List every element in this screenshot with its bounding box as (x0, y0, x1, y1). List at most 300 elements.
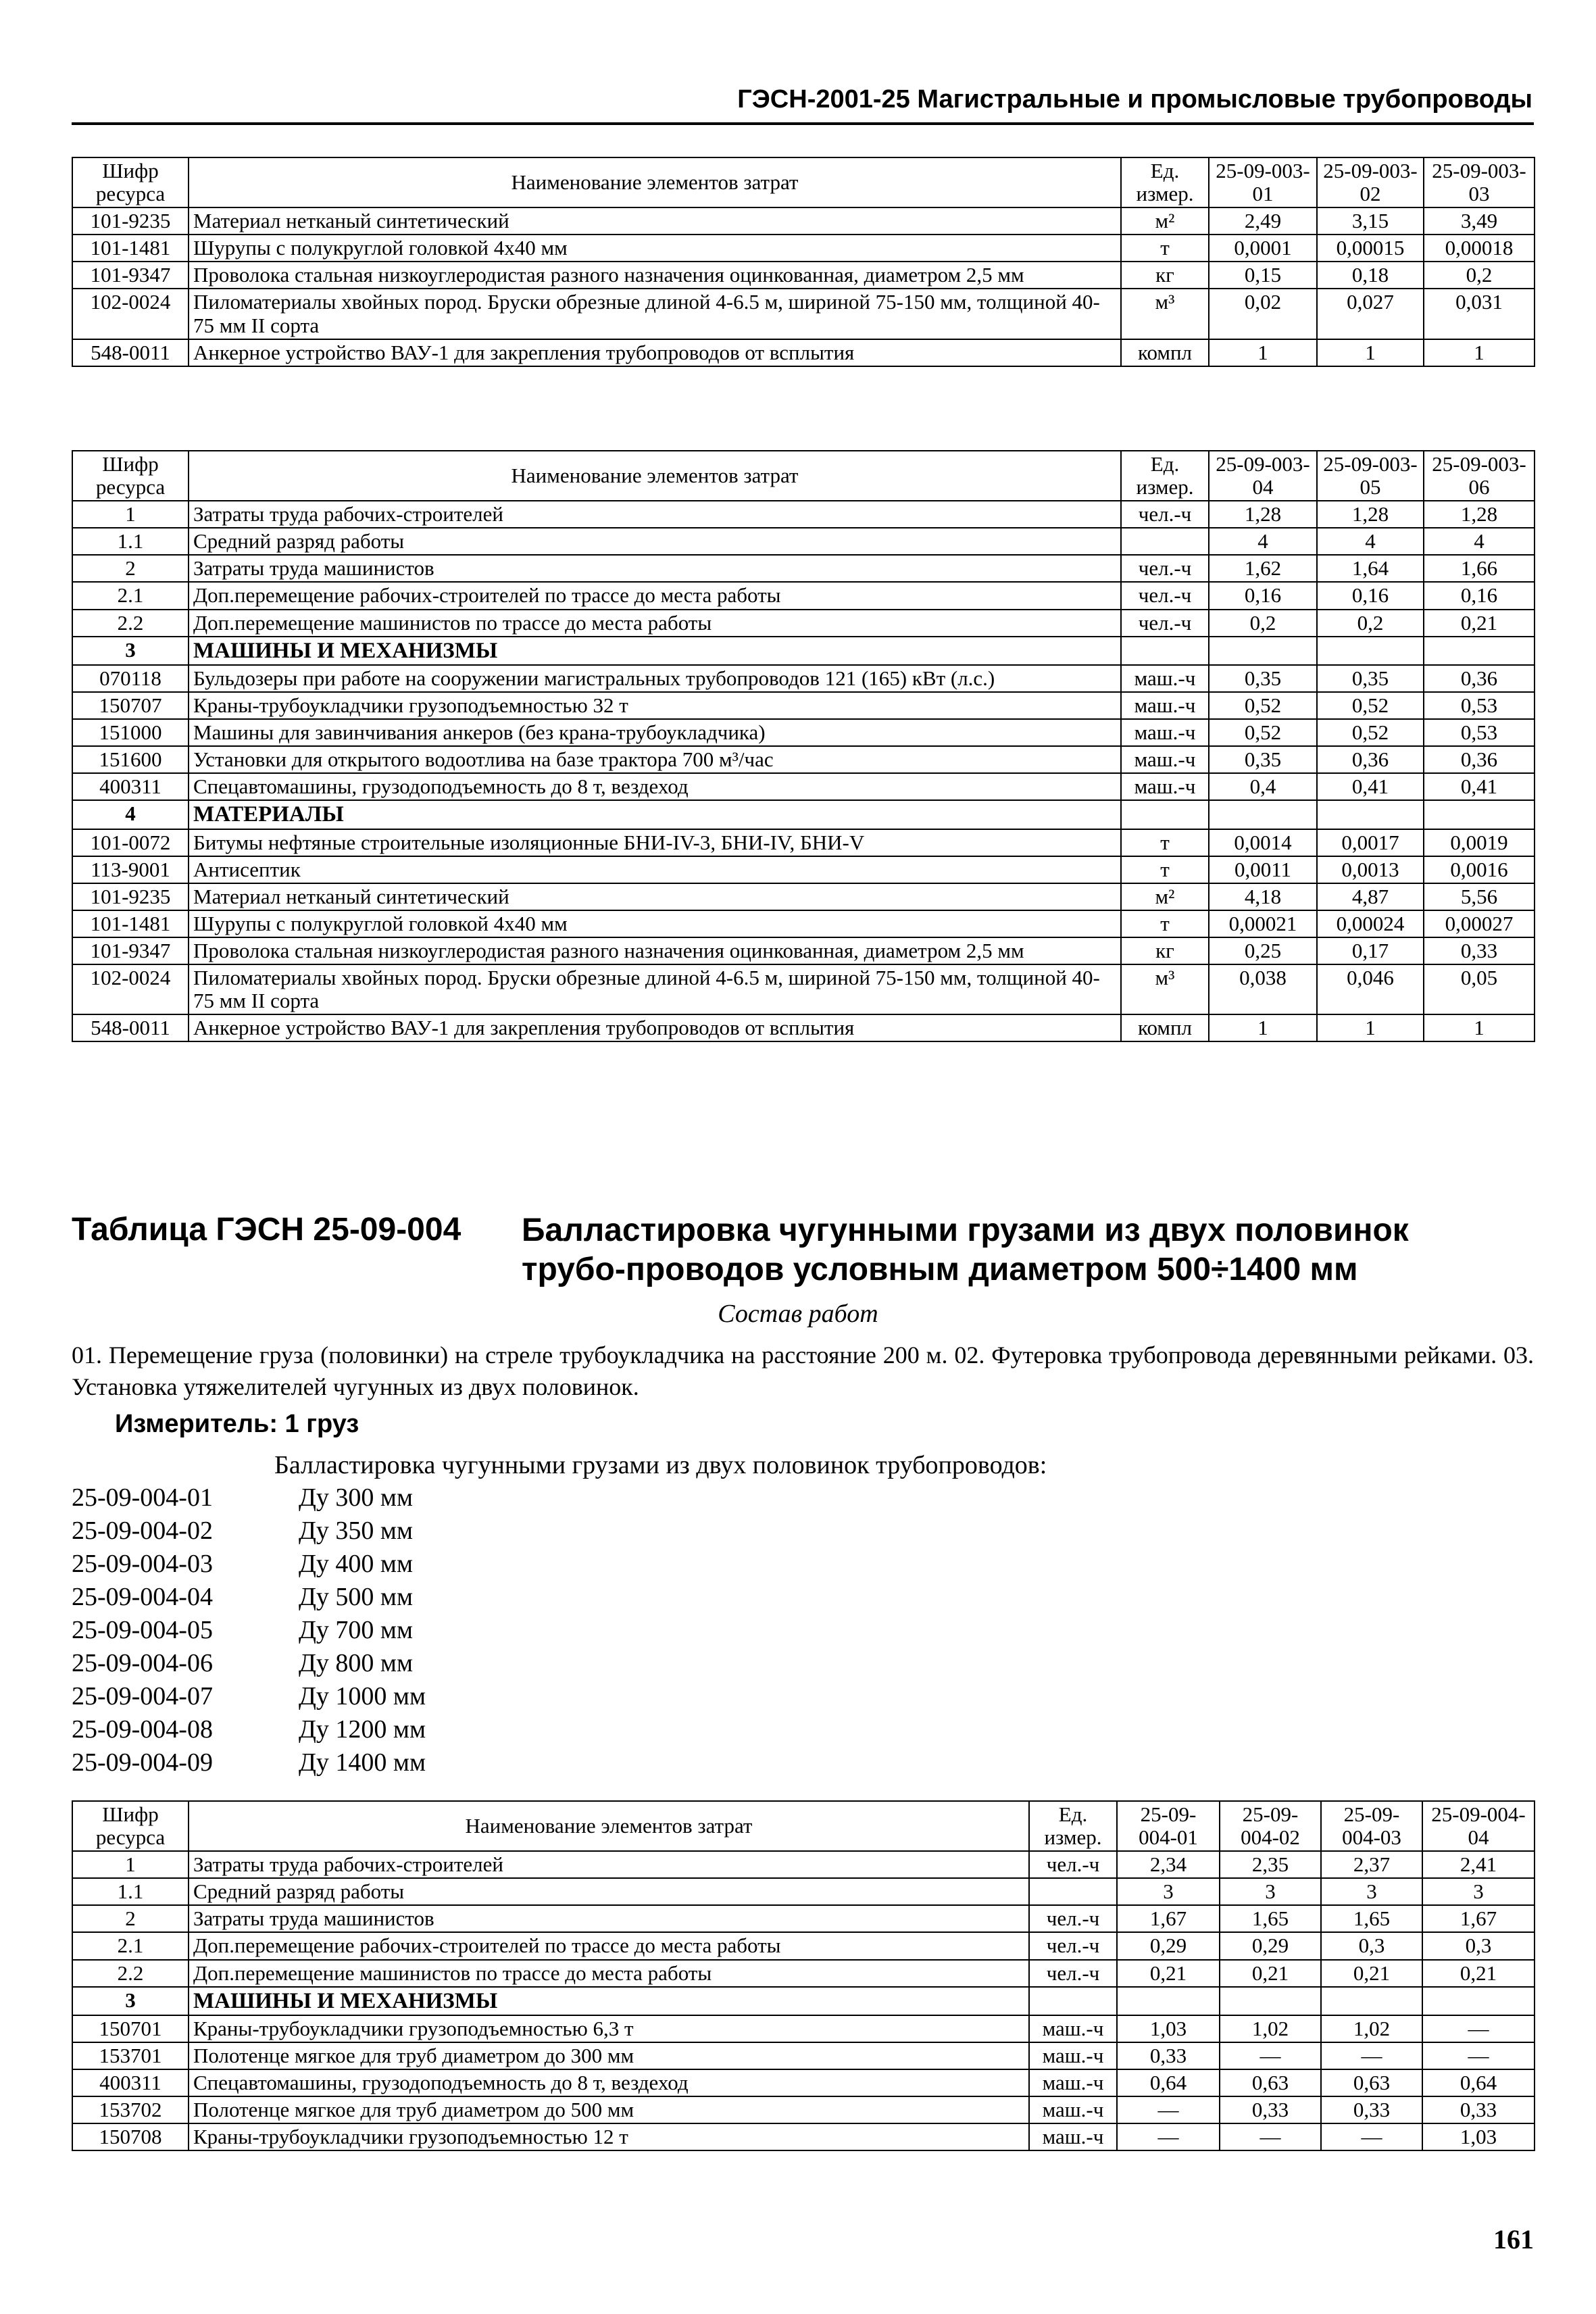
unit-cell: чел.-ч (1029, 1932, 1117, 1959)
table-row (72, 1905, 1535, 1932)
resource-table-003-04-06 (72, 450, 1535, 1042)
column-header-unit: Ед. измер. (1121, 157, 1209, 207)
column-header-position: 25-09-004-04 (1422, 1801, 1535, 1851)
norm-value-cell: 0,29 (1220, 1932, 1321, 1959)
position-code: 25-09-004-09 (72, 1748, 213, 1777)
cost-element-name-cell: Затраты труда рабочих-строителей (189, 1851, 1029, 1878)
section-row (72, 1987, 1535, 2015)
table-row (72, 719, 1535, 746)
unit-cell: т (1121, 856, 1209, 883)
resource-code-cell: 150708 (72, 2123, 189, 2150)
table-title: Таблица ГЭСН 25-09-004 (72, 1212, 462, 1248)
norm-value-cell: 0,41 (1317, 773, 1424, 800)
cost-element-name-cell: Краны-трубоукладчики грузоподъемностью 12 т (189, 2123, 1029, 2150)
norm-value-cell: 0,35 (1317, 665, 1424, 692)
norm-value-cell (1422, 1987, 1535, 2015)
table-caption: Балластировка чугунными грузами из двух половинок трубо-проводов условным диаметром 500÷1400 мм (522, 1212, 1409, 1287)
resource-code-cell: 102-0024 (72, 289, 189, 339)
norm-value-cell: 1,64 (1317, 555, 1424, 582)
resource-code-cell: 101-9347 (72, 262, 189, 289)
norm-value-cell: 0,33 (1424, 937, 1535, 964)
table-row (72, 829, 1535, 856)
cost-element-name-cell: Доп.перемещение рабочих-строителей по трассе до места работы (189, 582, 1121, 609)
norm-value-cell (1220, 1987, 1321, 2015)
column-header-position: 25-09-003-04 (1209, 451, 1317, 501)
table-row (72, 856, 1535, 883)
resource-code-cell: 150707 (72, 692, 189, 719)
norm-value-cell: 4 (1424, 528, 1535, 555)
unit-cell (1029, 1987, 1117, 2015)
table-row (72, 773, 1535, 800)
norm-value-cell: — (1422, 2015, 1535, 2042)
norm-value-cell: 0,25 (1209, 937, 1317, 964)
norm-value-cell: 2,37 (1321, 1851, 1422, 1878)
unit-cell: м² (1121, 883, 1209, 910)
norm-value-cell: 0,16 (1209, 582, 1317, 609)
table-row (72, 2042, 1535, 2069)
norm-value-cell: 0,29 (1117, 1932, 1220, 1959)
column-header-position: 25-09-003-01 (1209, 157, 1317, 207)
resource-code-cell: 1.1 (72, 1878, 189, 1905)
column-header-position: 25-09-003-02 (1317, 157, 1424, 207)
norm-value-cell (1209, 800, 1317, 829)
norm-value-cell: 3 (1321, 1878, 1422, 1905)
norm-value-cell: 0,00018 (1424, 235, 1535, 262)
column-header-unit: Ед. измер. (1029, 1801, 1117, 1851)
resource-code-cell: 101-1481 (72, 910, 189, 937)
cost-element-name-cell: МАШИНЫ И МЕХАНИЗМЫ (189, 1987, 1029, 2015)
norm-value-cell (1209, 637, 1317, 665)
norm-value-cell: 0,3 (1321, 1932, 1422, 1959)
unit-cell: чел.-ч (1029, 1905, 1117, 1932)
norm-value-cell: 1 (1209, 339, 1317, 366)
column-header-code: Шифр ресурса (72, 451, 189, 501)
resource-code-cell: 3 (72, 1987, 189, 2015)
norm-value-cell: 2,35 (1220, 1851, 1321, 1878)
position-code: 25-09-004-05 (72, 1616, 213, 1644)
norm-value-cell: 1 (1424, 1014, 1535, 1041)
table-row (72, 2069, 1535, 2096)
unit-cell: кг (1121, 262, 1209, 289)
unit-cell: маш.-ч (1121, 692, 1209, 719)
running-header: ГЭСН-2001-25 Магистральные и промысловые трубопроводы (737, 85, 1532, 114)
norm-value-cell: 0,038 (1209, 964, 1317, 1014)
cost-element-name-cell: Шурупы с полукруглой головкой 4х40 мм (189, 910, 1121, 937)
cost-element-name-cell: Анкерное устройство ВАУ-1 для закрепления трубопроводов от всплытия (189, 339, 1121, 366)
cost-element-name-cell: Шурупы с полукруглой головкой 4х40 мм (189, 235, 1121, 262)
norm-value-cell: 0,35 (1209, 746, 1317, 773)
header-rule (72, 122, 1534, 125)
norm-value-cell: 0,031 (1424, 289, 1535, 339)
norm-value-cell: 1 (1209, 1014, 1317, 1041)
table-row (72, 910, 1535, 937)
unit-cell: т (1121, 235, 1209, 262)
norm-value-cell (1117, 1987, 1220, 2015)
norm-value-cell: 1,65 (1321, 1905, 1422, 1932)
cost-element-name-cell: Битумы нефтяные строительные изоляционные БНИ-IV-3, БНИ-IV, БНИ-V (189, 829, 1121, 856)
table-row (72, 339, 1535, 366)
unit-cell: чел.-ч (1029, 1960, 1117, 1987)
column-header-position: 25-09-004-02 (1220, 1801, 1321, 1851)
unit-cell: кг (1121, 937, 1209, 964)
norm-value-cell: 0,64 (1117, 2069, 1220, 2096)
norm-value-cell (1321, 1987, 1422, 2015)
position-code: 25-09-004-02 (72, 1517, 213, 1545)
cost-element-name-cell: Доп.перемещение машинистов по трассе до места работы (189, 1960, 1029, 1987)
norm-value-cell: 0,21 (1321, 1960, 1422, 1987)
norm-value-cell: 0,52 (1317, 719, 1424, 746)
norm-value-cell: 0,0019 (1424, 829, 1535, 856)
resource-code-cell: 153701 (72, 2042, 189, 2069)
norm-value-cell: 1,67 (1422, 1905, 1535, 1932)
norm-value-cell: 0,17 (1317, 937, 1424, 964)
position-description: Ду 1000 мм (299, 1682, 426, 1710)
table-row (72, 289, 1535, 339)
column-header-unit: Ед. измер. (1121, 451, 1209, 501)
resource-table-003-01-03 (72, 157, 1535, 367)
table-row (72, 2015, 1535, 2042)
positions-heading: Балластировка чугунными грузами из двух половинок трубопроводов: (274, 1451, 1047, 1479)
cost-element-name-cell: Бульдозеры при работе на сооружении магистральных трубопроводов 121 (165) кВт (л.с.) (189, 665, 1121, 692)
table-row (72, 501, 1535, 528)
table-row (72, 1014, 1535, 1041)
position-description: Ду 500 мм (299, 1583, 414, 1611)
norm-value-cell: 0,36 (1424, 746, 1535, 773)
table-row (72, 1851, 1535, 1878)
cost-element-name-cell: Краны-трубоукладчики грузоподъемностью 32 т (189, 692, 1121, 719)
norm-value-cell: 0,00021 (1209, 910, 1317, 937)
works-text: 01. Перемещение груза (половинки) на стреле трубоукладчика на расстояние 200 м. 02. Футеровка трубопровода деревянными рейками. 03. Установка утяжелителей чугунных из двух половинок. (72, 1341, 1534, 1400)
cost-element-name-cell: Анкерное устройство ВАУ-1 для закрепления трубопроводов от всплытия (189, 1014, 1121, 1041)
table-row (72, 937, 1535, 964)
norm-value-cell: 0,21 (1117, 1960, 1220, 1987)
norm-value-cell: 0,63 (1220, 2069, 1321, 2096)
cost-element-name-cell: Проволока стальная низкоуглеродистая разного назначения оцинкованная, диаметром 2,5 мм (189, 262, 1121, 289)
unit-cell: маш.-ч (1029, 2096, 1117, 2123)
unit-cell: маш.-ч (1029, 2042, 1117, 2069)
unit-cell: м³ (1121, 289, 1209, 339)
column-header-position: 25-09-003-05 (1317, 451, 1424, 501)
table-row (72, 883, 1535, 910)
unit-cell: маш.-ч (1121, 719, 1209, 746)
resource-code-cell: 070118 (72, 665, 189, 692)
norm-value-cell: 0,36 (1424, 665, 1535, 692)
resource-code-cell: 101-9235 (72, 883, 189, 910)
position-code: 25-09-004-01 (72, 1483, 213, 1512)
norm-value-cell: 0,41 (1424, 773, 1535, 800)
norm-value-cell: 1,03 (1422, 2123, 1535, 2150)
resource-code-cell: 102-0024 (72, 964, 189, 1014)
resource-code-cell: 151000 (72, 719, 189, 746)
cost-element-name-cell: Краны-трубоукладчики грузоподъемностью 6,3 т (189, 2015, 1029, 2042)
norm-value-cell: 1,66 (1424, 555, 1535, 582)
table-row (72, 528, 1535, 555)
norm-value-cell: 0,0017 (1317, 829, 1424, 856)
norm-value-cell: 0,2 (1317, 610, 1424, 637)
norm-value-cell: 0,53 (1424, 692, 1535, 719)
norm-value-cell: 1,67 (1117, 1905, 1220, 1932)
cost-element-name-cell: Затраты труда машинистов (189, 555, 1121, 582)
norm-value-cell: 0,3 (1422, 1932, 1535, 1959)
norm-value-cell: 1,02 (1220, 2015, 1321, 2042)
table-header-row (72, 451, 1535, 501)
resource-code-cell: 150701 (72, 2015, 189, 2042)
table-row (72, 582, 1535, 609)
resource-code-cell: 400311 (72, 773, 189, 800)
cost-element-name-cell: Затраты труда машинистов (189, 1905, 1029, 1932)
resource-code-cell: 153702 (72, 2096, 189, 2123)
resource-code-cell: 2.1 (72, 1932, 189, 1959)
norm-value-cell (1424, 800, 1535, 829)
norm-value-cell (1317, 637, 1424, 665)
resource-code-cell: 101-9347 (72, 937, 189, 964)
position-description: Ду 700 мм (299, 1616, 414, 1644)
position-code: 25-09-004-07 (72, 1682, 213, 1710)
norm-value-cell: 1,28 (1209, 501, 1317, 528)
norm-value-cell: 3,49 (1424, 207, 1535, 235)
column-header-position: 25-09-004-03 (1321, 1801, 1422, 1851)
norm-value-cell: 0,33 (1117, 2042, 1220, 2069)
unit-cell (1029, 1878, 1117, 1905)
column-header-name: Наименование элементов затрат (189, 1801, 1029, 1851)
position-code: 25-09-004-03 (72, 1550, 213, 1578)
norm-value-cell: 1 (1424, 339, 1535, 366)
table-row (72, 746, 1535, 773)
unit-cell: чел.-ч (1121, 610, 1209, 637)
norm-value-cell: 2,49 (1209, 207, 1317, 235)
table-row (72, 262, 1535, 289)
column-header-position: 25-09-003-03 (1424, 157, 1535, 207)
table-row (72, 692, 1535, 719)
cost-element-name-cell: Полотенце мягкое для труб диаметром до 300 мм (189, 2042, 1029, 2069)
resource-code-cell: 400311 (72, 2069, 189, 2096)
table-row (72, 2123, 1535, 2150)
norm-value-cell: 3 (1220, 1878, 1321, 1905)
cost-element-name-cell: Спецавтомашины, грузодоподъемность до 8 т, вездеход (189, 773, 1121, 800)
cost-element-name-cell: Материал нетканый синтетический (189, 207, 1121, 235)
resource-code-cell: 101-1481 (72, 235, 189, 262)
norm-value-cell: 0,00015 (1317, 235, 1424, 262)
unit-cell: м³ (1121, 964, 1209, 1014)
position-description: Ду 350 мм (299, 1517, 414, 1545)
unit-cell: маш.-ч (1121, 773, 1209, 800)
cost-element-name-cell: Пиломатериалы хвойных пород. Бруски обрезные длиной 4-6.5 м, шириной 75-150 мм, толщиной 40-75 мм II сорта (189, 964, 1121, 1014)
norm-value-cell: 0,52 (1209, 719, 1317, 746)
cost-element-name-cell: Затраты труда рабочих-строителей (189, 501, 1121, 528)
norm-value-cell: 0,33 (1321, 2096, 1422, 2123)
norm-value-cell: 5,56 (1424, 883, 1535, 910)
unit-cell: чел.-ч (1121, 555, 1209, 582)
unit-cell (1121, 637, 1209, 665)
resource-code-cell: 2 (72, 555, 189, 582)
column-header-name: Наименование элементов затрат (189, 157, 1121, 207)
works-title: Состав работ (718, 1300, 878, 1328)
unit-cell: т (1121, 910, 1209, 937)
cost-element-name-cell: Антисептик (189, 856, 1121, 883)
norm-value-cell: 0,00024 (1317, 910, 1424, 937)
table-header-row (72, 1801, 1535, 1851)
norm-value-cell: 0,0013 (1317, 856, 1424, 883)
position-code: 25-09-004-08 (72, 1715, 213, 1744)
table-row (72, 207, 1535, 235)
norm-value-cell: 0,027 (1317, 289, 1424, 339)
norm-value-cell: 4 (1209, 528, 1317, 555)
norm-value-cell: 3 (1117, 1878, 1220, 1905)
norm-value-cell: 4 (1317, 528, 1424, 555)
norm-value-cell: 4,18 (1209, 883, 1317, 910)
unit-cell: чел.-ч (1029, 1851, 1117, 1878)
page-number: 161 (1493, 2224, 1534, 2255)
norm-value-cell: 0,4 (1209, 773, 1317, 800)
column-header-position: 25-09-004-01 (1117, 1801, 1220, 1851)
norm-value-cell: 0,15 (1209, 262, 1317, 289)
cost-element-name-cell: Спецавтомашины, грузодоподъемность до 8 т, вездеход (189, 2069, 1029, 2096)
norm-value-cell: 0,18 (1317, 262, 1424, 289)
norm-value-cell: 0,0011 (1209, 856, 1317, 883)
unit-cell: маш.-ч (1029, 2123, 1117, 2150)
meter-label: Измеритель: 1 груз (115, 1410, 359, 1438)
resource-code-cell: 548-0011 (72, 1014, 189, 1041)
column-header-code: Шифр ресурса (72, 1801, 189, 1851)
resource-code-cell: 1 (72, 1851, 189, 1878)
norm-value-cell: 0,36 (1317, 746, 1424, 773)
cost-element-name-cell: Материал нетканый синтетический (189, 883, 1121, 910)
norm-value-cell: 4,87 (1317, 883, 1424, 910)
position-code: 25-09-004-04 (72, 1583, 213, 1611)
cost-element-name-cell: Средний разряд работы (189, 528, 1121, 555)
norm-value-cell: 0,00027 (1424, 910, 1535, 937)
cost-element-name-cell: Доп.перемещение рабочих-строителей по трассе до места работы (189, 1932, 1029, 1959)
table-row (72, 1878, 1535, 1905)
table-row (72, 964, 1535, 1014)
resource-code-cell: 1.1 (72, 528, 189, 555)
cost-element-name-cell: Доп.перемещение машинистов по трассе до места работы (189, 610, 1121, 637)
resource-code-cell: 2.2 (72, 1960, 189, 1987)
norm-value-cell: 0,35 (1209, 665, 1317, 692)
unit-cell (1121, 528, 1209, 555)
cost-element-name-cell: Полотенце мягкое для труб диаметром до 500 мм (189, 2096, 1029, 2123)
norm-value-cell (1317, 800, 1424, 829)
unit-cell: маш.-ч (1029, 2015, 1117, 2042)
position-description: Ду 300 мм (299, 1483, 414, 1512)
resource-code-cell: 113-9001 (72, 856, 189, 883)
norm-value-cell: 0,0016 (1424, 856, 1535, 883)
cost-element-name-cell: МАТЕРИАЛЫ (189, 800, 1121, 829)
norm-value-cell: — (1321, 2042, 1422, 2069)
table-row (72, 610, 1535, 637)
norm-value-cell: 0,05 (1424, 964, 1535, 1014)
norm-value-cell: 0,2 (1424, 262, 1535, 289)
norm-value-cell: 0,21 (1220, 1960, 1321, 1987)
norm-value-cell: 0,52 (1317, 692, 1424, 719)
resource-code-cell: 548-0011 (72, 339, 189, 366)
resource-code-cell: 151600 (72, 746, 189, 773)
column-header-name: Наименование элементов затрат (189, 451, 1121, 501)
norm-value-cell: 1 (1317, 339, 1424, 366)
norm-value-cell: 0,16 (1424, 582, 1535, 609)
column-header-position: 25-09-003-06 (1424, 451, 1535, 501)
norm-value-cell: — (1117, 2123, 1220, 2150)
norm-value-cell: 0,52 (1209, 692, 1317, 719)
norm-value-cell: 1,62 (1209, 555, 1317, 582)
norm-value-cell: 1,65 (1220, 1905, 1321, 1932)
resource-code-cell: 3 (72, 637, 189, 665)
table-row (72, 235, 1535, 262)
norm-value-cell: — (1422, 2042, 1535, 2069)
norm-value-cell: — (1220, 2042, 1321, 2069)
norm-value-cell: 1,28 (1424, 501, 1535, 528)
unit-cell: компл (1121, 339, 1209, 366)
norm-value-cell: 0,16 (1317, 582, 1424, 609)
section-row (72, 637, 1535, 665)
section-row (72, 800, 1535, 829)
resource-table-004-01-04 (72, 1800, 1535, 2151)
unit-cell (1121, 800, 1209, 829)
table-row (72, 665, 1535, 692)
resource-code-cell: 101-0072 (72, 829, 189, 856)
table-row (72, 2096, 1535, 2123)
cost-element-name-cell: Установки для открытого водоотлива на базе трактора 700 м³/час (189, 746, 1121, 773)
cost-element-name-cell: Средний разряд работы (189, 1878, 1029, 1905)
cost-element-name-cell: Машины для завинчивания анкеров (без крана-трубоукладчика) (189, 719, 1121, 746)
norm-value-cell: — (1117, 2096, 1220, 2123)
unit-cell: маш.-ч (1121, 665, 1209, 692)
resource-code-cell: 2.2 (72, 610, 189, 637)
norm-value-cell: 1,03 (1117, 2015, 1220, 2042)
norm-value-cell (1424, 637, 1535, 665)
unit-cell: м² (1121, 207, 1209, 235)
norm-value-cell: 0,53 (1424, 719, 1535, 746)
resource-code-cell: 1 (72, 501, 189, 528)
resource-code-cell: 2.1 (72, 582, 189, 609)
table-row (72, 1932, 1535, 1959)
position-code: 25-09-004-06 (72, 1649, 213, 1677)
norm-value-cell: 1,28 (1317, 501, 1424, 528)
position-description: Ду 1200 мм (299, 1715, 426, 1744)
table-header-row (72, 157, 1535, 207)
unit-cell: маш.-ч (1121, 746, 1209, 773)
resource-code-cell: 2 (72, 1905, 189, 1932)
cost-element-name-cell: Пиломатериалы хвойных пород. Бруски обрезные длиной 4-6.5 м, шириной 75-150 мм, толщиной 40-75 мм II сорта (189, 289, 1121, 339)
resource-code-cell: 101-9235 (72, 207, 189, 235)
resource-code-cell: 4 (72, 800, 189, 829)
unit-cell: т (1121, 829, 1209, 856)
norm-value-cell: 0,0001 (1209, 235, 1317, 262)
norm-value-cell: 2,34 (1117, 1851, 1220, 1878)
position-description: Ду 1400 мм (299, 1748, 426, 1777)
unit-cell: маш.-ч (1029, 2069, 1117, 2096)
norm-value-cell: 2,41 (1422, 1851, 1535, 1878)
norm-value-cell: — (1321, 2123, 1422, 2150)
norm-value-cell: 0,02 (1209, 289, 1317, 339)
table-row (72, 1960, 1535, 1987)
norm-value-cell: 0,64 (1422, 2069, 1535, 2096)
cost-element-name-cell: Проволока стальная низкоуглеродистая разного назначения оцинкованная, диаметром 2,5 мм (189, 937, 1121, 964)
cost-element-name-cell: МАШИНЫ И МЕХАНИЗМЫ (189, 637, 1121, 665)
unit-cell: компл (1121, 1014, 1209, 1041)
norm-value-cell: 1,02 (1321, 2015, 1422, 2042)
unit-cell: чел.-ч (1121, 582, 1209, 609)
norm-value-cell: 0,21 (1424, 610, 1535, 637)
norm-value-cell: — (1220, 2123, 1321, 2150)
norm-value-cell: 3 (1422, 1878, 1535, 1905)
norm-value-cell: 1 (1317, 1014, 1424, 1041)
position-description: Ду 400 мм (299, 1550, 414, 1578)
unit-cell: чел.-ч (1121, 501, 1209, 528)
column-header-code: Шифр ресурса (72, 157, 189, 207)
norm-value-cell: 0,2 (1209, 610, 1317, 637)
position-description: Ду 800 мм (299, 1649, 414, 1677)
